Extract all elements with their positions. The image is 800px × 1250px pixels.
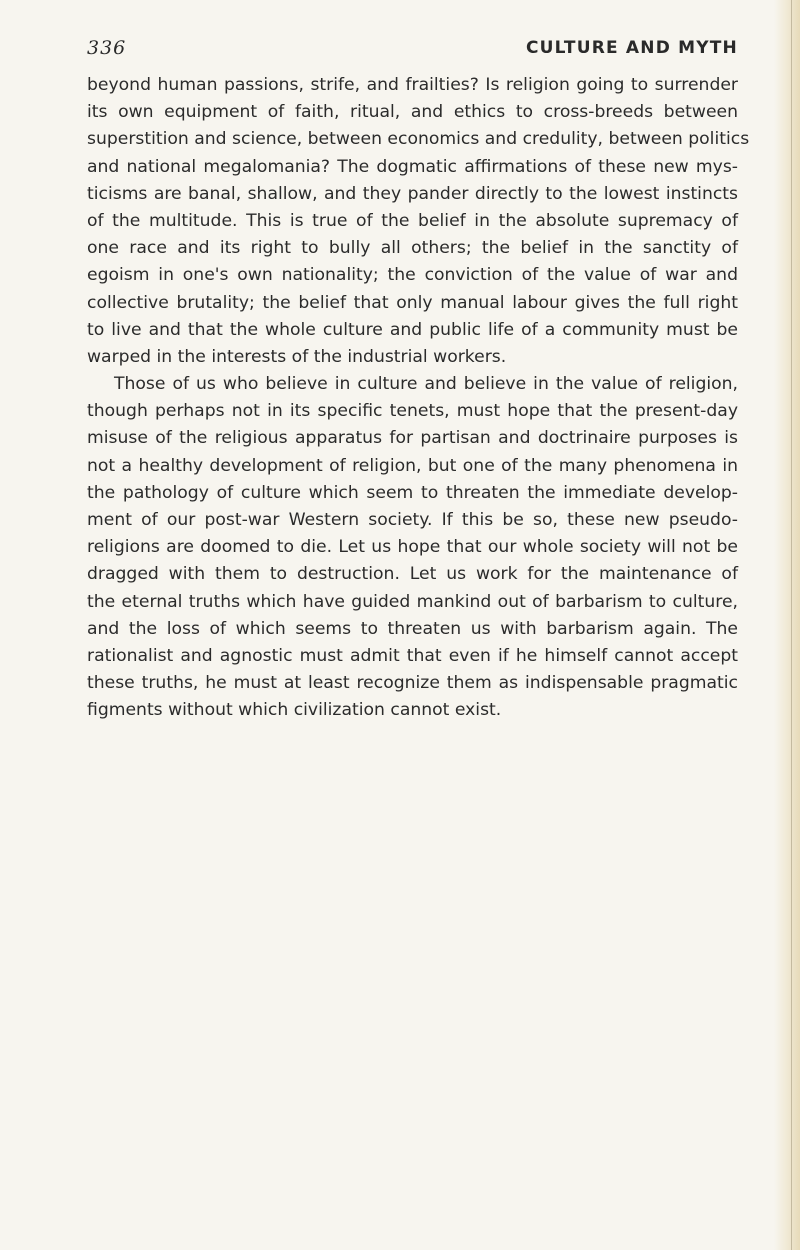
text-line: ment of our post-war Western society. If this be so, these new pseudo- <box>87 510 738 530</box>
text-line: and national megalomania? The dogmatic affirmations of these new mys- <box>87 156 738 177</box>
text-line: superstition and science, between economics and credulity, between politics <box>87 129 750 150</box>
page-header <box>87 37 738 65</box>
text-line: rationalist and agnostic must admit that even if he himself cannot accept <box>87 645 738 666</box>
text-line: these truths, he must at least recognize them as indispensable pragmatic <box>87 673 738 694</box>
page-edge-shadow <box>774 0 800 1250</box>
text-line: one race and its right to bully all others; the belief in the sanctity of <box>87 238 738 259</box>
text-line: ticisms are banal, shallow, and they pander directly to the lowest instincts <box>87 183 738 204</box>
text-line: dragged with them to destruction. Let us work for the maintenance of <box>87 564 738 585</box>
page-edge-line <box>791 0 792 1250</box>
text-line: collective brutality; the belief that only manual labour gives the full right <box>87 292 738 313</box>
text-line: and the loss of which seems to threaten us with barbarism again. The <box>87 618 738 639</box>
text-line: misuse of the religious apparatus for partisan and doctrinaire purposes is <box>87 428 738 449</box>
body-text <box>87 72 750 725</box>
text-line: religions are doomed to die. Let us hope that our whole society will not be <box>87 537 738 558</box>
running-head: CULTURE AND MYTH <box>526 38 738 58</box>
text-line: its own equipment of faith, ritual, and ethics to cross-breeds between <box>87 102 738 123</box>
page-number: 336 <box>87 37 127 59</box>
text-line: though perhaps not in its specific tenets, must hope that the present-day <box>87 401 738 422</box>
text-line: warped in the interests of the industrial workers. <box>87 346 507 367</box>
text-line: the eternal truths which have guided mankind out of barbarism to culture, <box>87 591 738 612</box>
text-line: to live and that the whole culture and public life of a community must be <box>87 319 738 340</box>
text-line: Those of us who believe in culture and believe in the value of religion, <box>114 374 738 395</box>
text-line: not a healthy development of religion, but one of the many phenomena in <box>87 455 738 476</box>
text-line: beyond human passions, strife, and frailties? Is religion going to surrender <box>87 75 738 95</box>
text-line: of the multitude. This is true of the belief in the absolute supremacy of <box>87 210 738 231</box>
text-line: figments without which civilization cannot exist. <box>87 700 502 721</box>
text-line: the pathology of culture which seem to threaten the immediate develop- <box>87 482 738 503</box>
text-line: egoism in one's own nationality; the conviction of the value of war and <box>87 265 738 286</box>
